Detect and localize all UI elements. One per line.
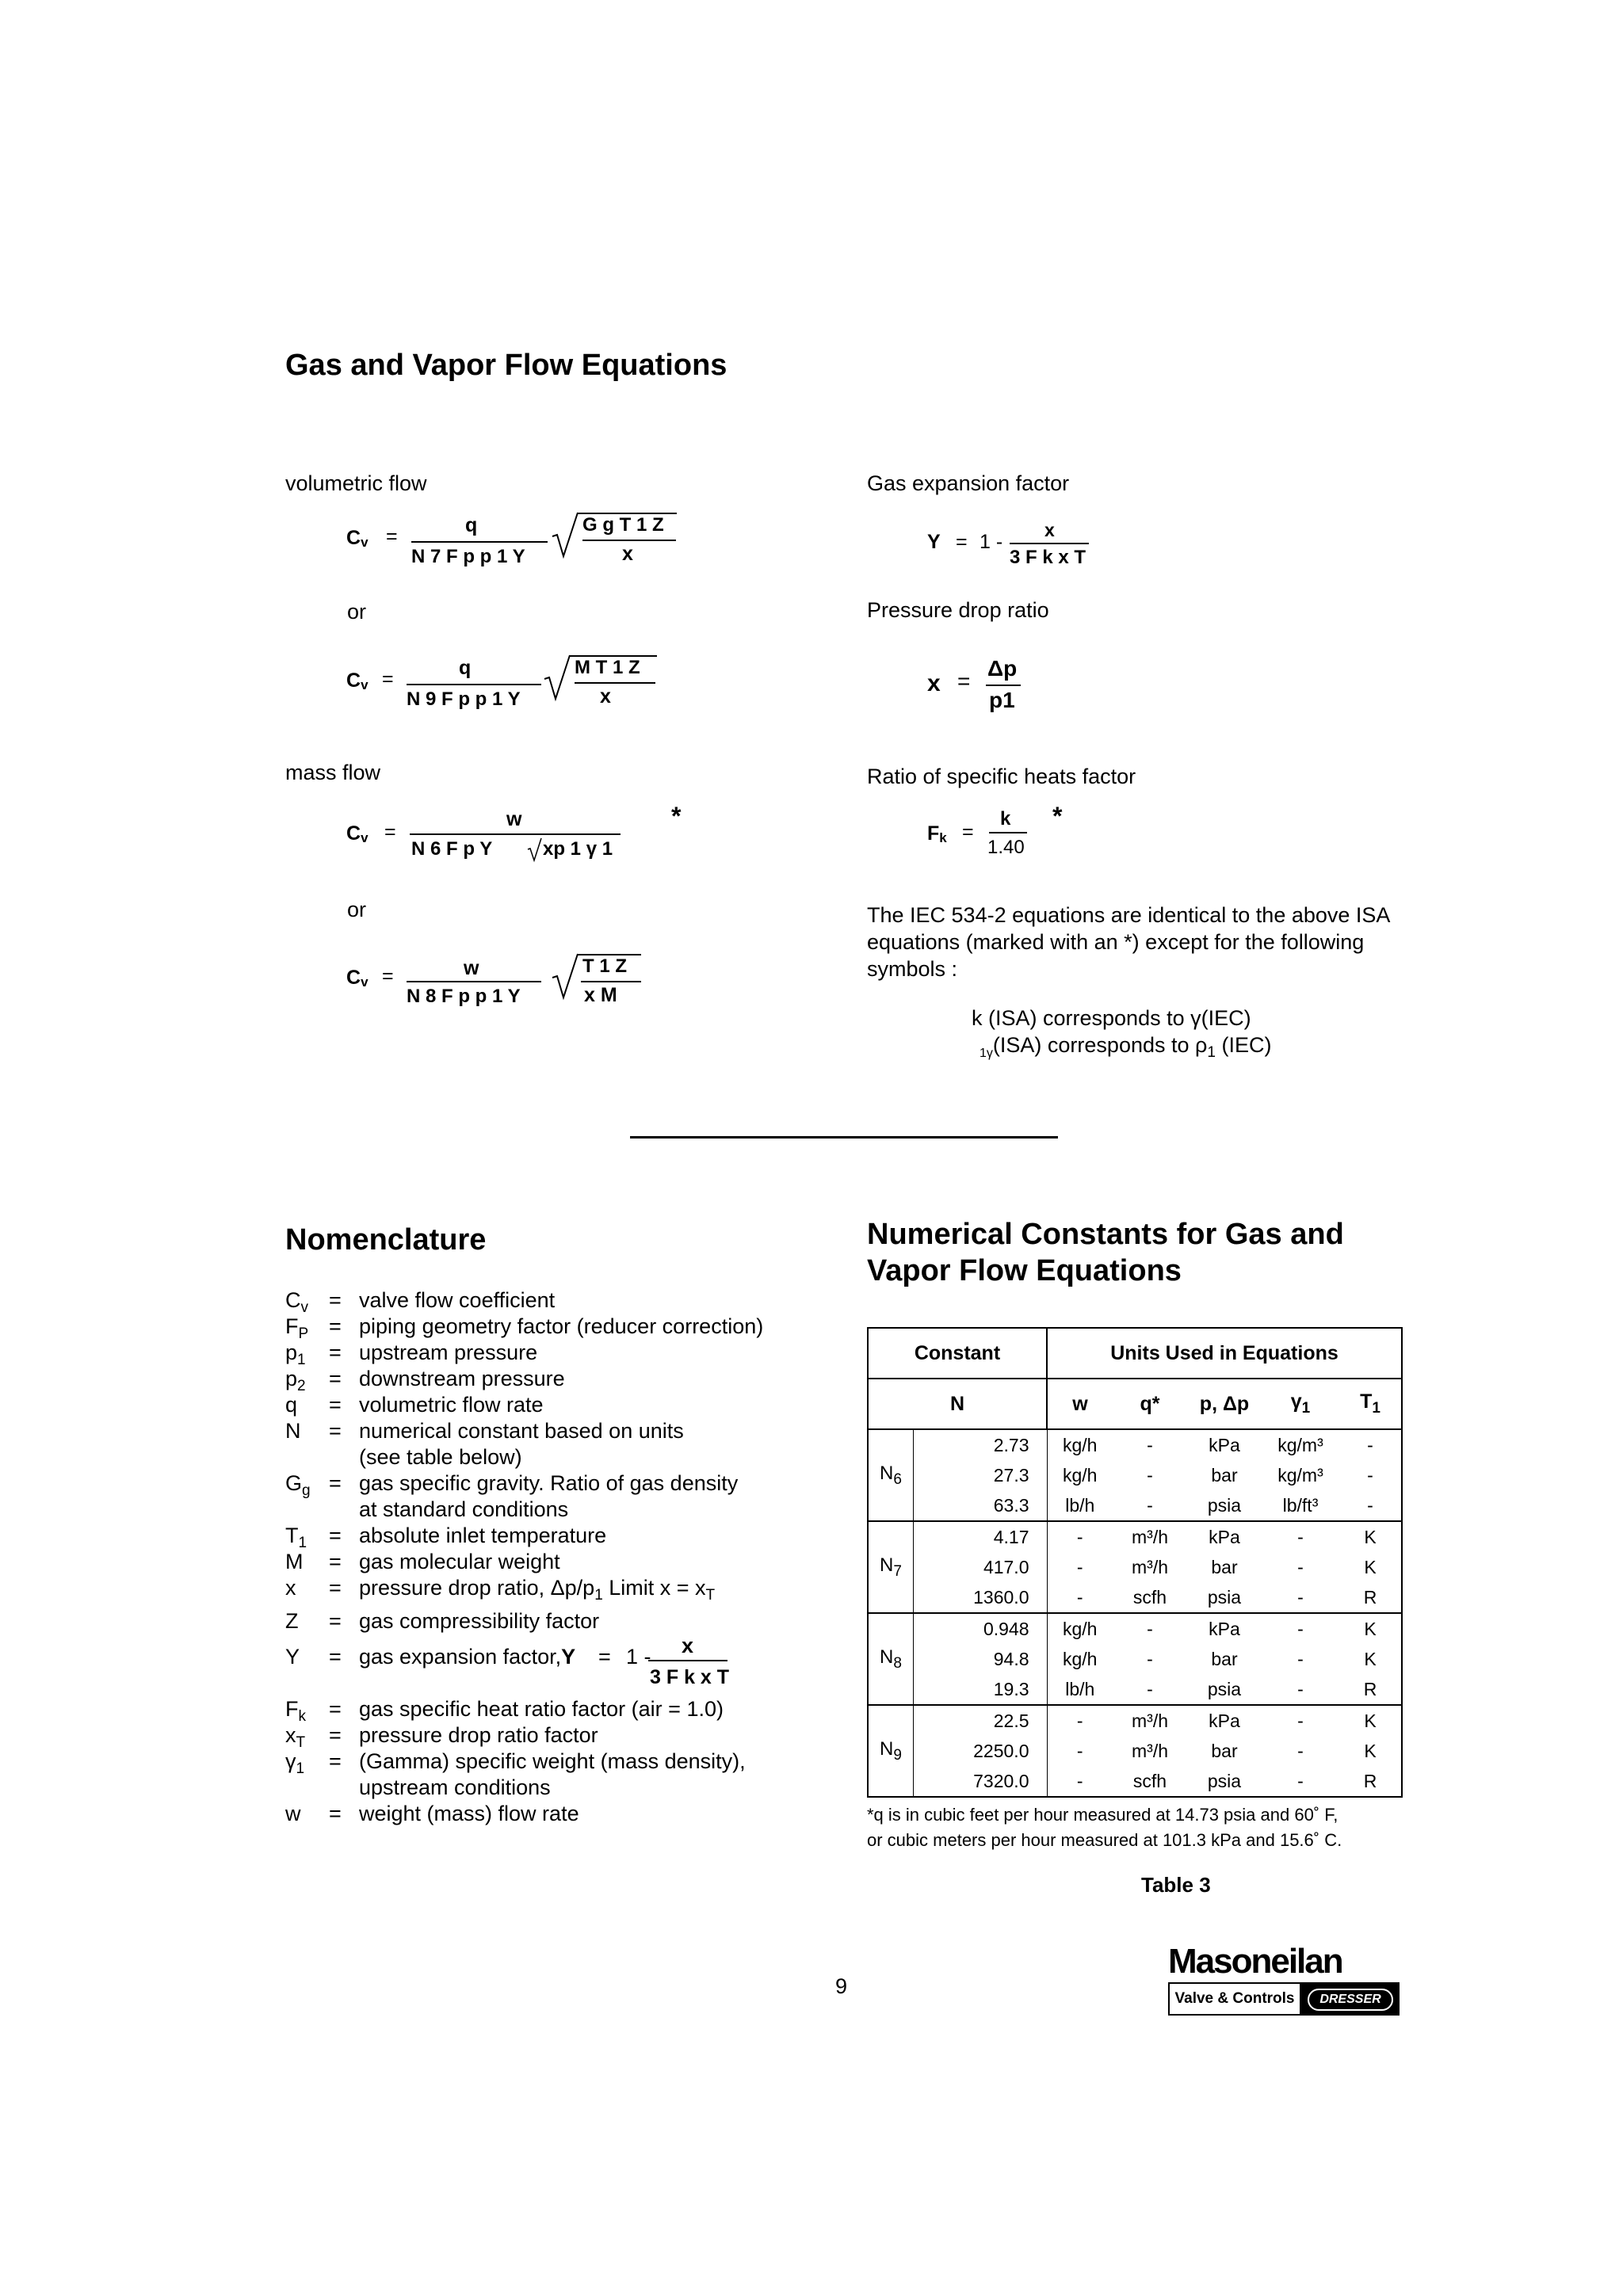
gas-expansion-equation: [927, 520, 1133, 578]
numerator: q: [459, 657, 472, 679]
equals-sign: =: [384, 821, 396, 843]
numerator: w: [464, 957, 479, 979]
list-item: $x_T$ = pressure drop ratio factor: [285, 1723, 598, 1751]
table-row: $N_9$ 22.5 - m³/h kPa - K: [868, 1705, 1402, 1736]
numerator: q: [465, 514, 478, 536]
denominator: 1.40: [987, 837, 1025, 858]
constants-title-line-1: Numerical Constants for Gas and: [867, 1218, 1344, 1251]
table-row: 19.3 lb/h - psia - R: [868, 1674, 1402, 1705]
header-t: $T_1$: [1339, 1379, 1402, 1429]
table-row: $N_7$ 4.17 - m³/h kPa - K: [868, 1521, 1402, 1552]
numerator: x: [1044, 520, 1055, 540]
square-root-icon: [551, 513, 582, 560]
specific-heats-equation: Fk = k 1.40 *: [927, 802, 1063, 858]
header-p: p, Δp: [1187, 1379, 1262, 1429]
isa-asterisk: *: [671, 802, 682, 830]
cv-symbol: C: [346, 822, 361, 845]
header-n: N: [868, 1379, 1047, 1429]
cv-symbol: C: [346, 527, 361, 549]
denominator: N 6 F p Y: [411, 838, 493, 860]
list-item: M = gas molecular weight: [285, 1550, 560, 1573]
numerator: w: [506, 808, 522, 830]
nomenclature-title: Nomenclature: [285, 1223, 487, 1257]
mass-flow-equation-2: Cv = w N 8 F p p 1 Y T 1 Z x M: [346, 951, 711, 1022]
header-gamma: $\gamma_1$: [1262, 1379, 1339, 1429]
list-item: $F_k$ = gas specific heat ratio factor (air = 1.0): [285, 1697, 724, 1725]
or-label: or: [347, 898, 367, 921]
root-denominator: x M: [584, 984, 617, 1006]
gas-expansion-label: Gas expansion factor: [867, 471, 1070, 495]
table-row: 94.8 kg/h - bar - K: [868, 1644, 1402, 1674]
volumetric-flow-equation-2: Cv = q N 9 F p p 1 Y M T 1 Z x: [346, 654, 711, 725]
table-row: $N_6$ 2.73 kg/h - kPa kg/m³ -: [868, 1429, 1402, 1460]
header-units: Units Used in Equations: [1047, 1328, 1402, 1379]
list-item: $T_1$ = absolute inlet temperature: [285, 1524, 607, 1551]
volumetric-flow-equation-1: Cv = q N 7 F p p 1 Y G g T 1 Z x: [346, 511, 711, 582]
dresser-badge: DRESSER: [1308, 1989, 1393, 2011]
denominator: N 7 F p p 1 Y: [411, 546, 525, 567]
equals-sign: =: [957, 669, 971, 693]
group-label-n7: $N_7$: [868, 1521, 914, 1613]
root-numerator: G g T 1 Z: [582, 514, 664, 536]
table-row: 63.3 lb/h - psia lb/ft³ -: [868, 1490, 1402, 1521]
table-row: 2250.0 - m³/h bar - K: [868, 1736, 1402, 1766]
logo-band: [1168, 1982, 1400, 2016]
numerator: k: [1000, 808, 1011, 830]
group-label-n8: $N_8$: [868, 1613, 914, 1705]
page-number: 9: [835, 1974, 848, 1998]
list-item: $C_v$ = valve flow coefficient: [285, 1288, 556, 1316]
y-symbol: Y: [927, 531, 941, 553]
numerator: Δp: [987, 656, 1018, 681]
denominator: N 8 F p p 1 Y: [407, 986, 521, 1007]
iec-note: The IEC 534-2 equations are identical to the above ISA equations (marked with an *) except for the following symbols :: [867, 903, 1389, 981]
constants-table: [867, 1327, 1403, 1798]
one-minus: 1 -: [980, 531, 1003, 553]
constants-title-line-2: Vapor Flow Equations: [867, 1254, 1182, 1287]
group-label-n9: $N_9$: [868, 1705, 914, 1797]
pressure-drop-ratio-equation: [927, 656, 1070, 719]
equals-sign: =: [386, 525, 398, 547]
pressure-drop-ratio-label: Pressure drop ratio: [867, 598, 1049, 622]
root-denominator: x: [622, 543, 633, 565]
list-item: q = volumetric flow rate: [285, 1393, 544, 1417]
mass-flow-label: mass flow: [285, 761, 381, 784]
cv-symbol: C: [346, 967, 361, 989]
list-item: Z = gas compressibility factor: [285, 1609, 600, 1633]
x-symbol: x: [927, 670, 941, 696]
list-item: $\gamma_1$ = (Gamma) specific weight (mass density), upstream conditions: [285, 1749, 746, 1799]
or-label: or: [347, 600, 367, 624]
list-item: N = numerical constant based on units (see table below): [285, 1419, 684, 1469]
table-row: 1360.0 - scfh psia - R: [868, 1582, 1402, 1613]
nomenclature-list: [285, 1287, 856, 1827]
list-item: x = pressure drop ratio, $\Delta p/p_1$ Limit $x = x_T$: [285, 1576, 716, 1604]
square-root-icon: [527, 838, 543, 862]
list-item: Y = gas expansion factor,Y = 1 - x 3 F k x T: [285, 1634, 730, 1688]
square-root-icon: [543, 655, 575, 703]
root-content: xp 1 γ 1: [543, 838, 613, 860]
table-row: $N_8$ 0.948 kg/h - kPa - K: [868, 1613, 1402, 1644]
denominator: 3 F k x T: [1010, 547, 1086, 568]
denominator: N 9 F p p 1 Y: [407, 688, 521, 710]
denominator: p1: [989, 688, 1015, 712]
brand-name: Masoneilan: [1168, 1942, 1342, 1981]
list-item: $p_1$ = upstream pressure: [285, 1341, 538, 1368]
cv-symbol: C: [346, 669, 361, 692]
header-q: q*: [1113, 1379, 1187, 1429]
header-w: w: [1047, 1379, 1113, 1429]
list-item: $G_g$ = gas specific gravity. Ratio of gas density at standard conditions: [285, 1471, 739, 1521]
equals-sign: =: [382, 965, 394, 987]
logo-tagline: Valve & Controls: [1170, 1984, 1300, 2014]
table-row: 7320.0 - scfh psia - R: [868, 1766, 1402, 1797]
root-numerator: T 1 Z: [582, 955, 628, 977]
equals-sign: =: [962, 821, 974, 843]
iec-correspondence-1: k (ISA) corresponds to γ(IEC): [972, 1006, 1251, 1030]
table-row: 27.3 kg/h - bar kg/m³ -: [868, 1460, 1402, 1490]
iec-correspondence-2: $_{1\gamma}$(ISA) corresponds to $\rho_1$ (IEC): [980, 1033, 1272, 1061]
header-constant: Constant: [868, 1328, 1047, 1379]
list-item: $F_P$ = piping geometry factor (reducer correction): [285, 1314, 764, 1342]
page-title: Gas and Vapor Flow Equations: [285, 349, 727, 382]
fk-symbol: F: [927, 822, 940, 845]
specific-heats-label: Ratio of specific heats factor: [867, 765, 1136, 788]
equals-sign: =: [382, 668, 394, 690]
group-label-n6: $N_6$: [868, 1429, 914, 1521]
section-divider: [630, 1136, 1058, 1138]
volumetric-flow-label: volumetric flow: [285, 471, 427, 495]
root-denominator: x: [600, 685, 611, 707]
square-root-icon: [551, 954, 582, 1001]
table-footnote-1: *q is in cubic feet per hour measured at 14.73 psia and 60˚ F,: [867, 1805, 1338, 1825]
table-row: 417.0 - m³/h bar - K: [868, 1552, 1402, 1582]
table-footnote-2: or cubic meters per hour measured at 101.3 kPa and 15.6˚ C.: [867, 1830, 1342, 1850]
table-caption: Table 3: [1141, 1873, 1211, 1897]
list-item: $p_2$ = downstream pressure: [285, 1367, 565, 1394]
list-item: w = weight (mass) flow rate: [285, 1802, 579, 1825]
isa-asterisk: *: [1052, 802, 1063, 830]
masoneilan-logo: [1168, 1943, 1400, 2016]
mass-flow-equation-1: Cv = w N 6 F p Y xp 1 γ 1 *: [346, 807, 711, 878]
root-numerator: M T 1 Z: [575, 657, 640, 678]
equals-sign: =: [956, 531, 968, 553]
